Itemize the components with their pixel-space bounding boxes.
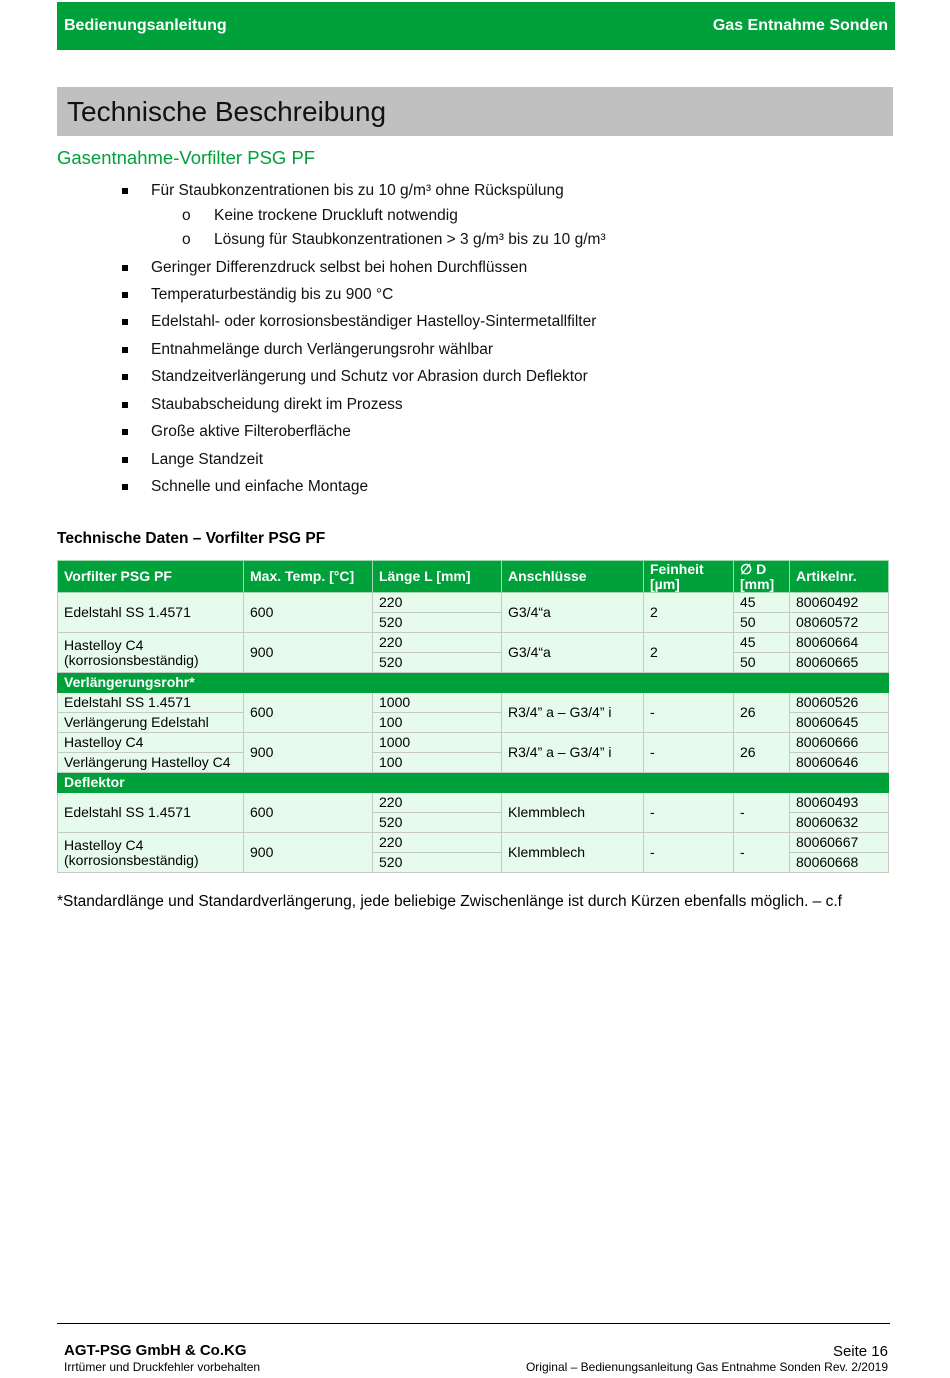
cell-fineness: - [644,793,734,833]
cell-temp: 600 [244,593,373,633]
col-header-article: Artikelnr. [790,561,889,593]
cell-article: 80060664 [790,633,889,653]
cell-diameter: 50 [734,653,790,673]
footer-page-number: Seite 16 [832,1343,888,1360]
header-left-title: Bedienungsanleitung [64,17,227,34]
cell-article: 80060668 [790,853,889,873]
cell-article: 80060646 [790,753,889,773]
footer-company: AGT-PSG GmbH & Co.KG [64,1342,247,1359]
bullet-icon [122,188,128,194]
cell-article: 80060492 [790,593,889,613]
footer-divider [57,1323,890,1324]
bullet-icon [122,374,128,380]
product-subtitle: Gasentnahme-Vorfilter PSG PF [57,147,316,168]
cell-temp: 600 [244,693,373,733]
cell-fineness: - [644,733,734,773]
cell-model: Verlängerung Edelstahl [58,713,244,733]
bullet-icon [122,402,128,408]
cell-length: 220 [373,833,502,853]
section-title: Technische Beschreibung [67,96,387,127]
cell-length: 100 [373,713,502,733]
group-label-deflector: Deflektor [58,773,889,793]
cell-article: 80060493 [790,793,889,813]
table-title: Technische Daten – Vorfilter PSG PF [57,530,326,547]
cell-article: 80060667 [790,833,889,853]
cell-model: Hastelloy C4 [58,733,244,753]
cell-length: 520 [373,813,502,833]
group-label-extension: Verlängerungsrohr* [58,673,889,693]
cell-article: 80060645 [790,713,889,733]
cell-diameter: 45 [734,633,790,653]
cell-connections: R3/4” a – G3/4” i [502,693,644,733]
cell-diameter: - [734,833,790,873]
table-row [58,593,889,613]
tech-data-table [57,560,889,873]
cell-article: 80060632 [790,813,889,833]
table-row [58,693,889,713]
col-header-fineness: Feinheit [µm] [644,561,734,593]
cell-length: 520 [373,653,502,673]
table-row [58,733,889,753]
cell-diameter: 50 [734,613,790,633]
cell-article: 80060526 [790,693,889,713]
bullet-icon [122,292,128,298]
col-header-diameter: ∅ D [mm] [734,561,790,593]
col-header-connections: Anschlüsse [502,561,644,593]
section-title-bar [57,87,893,136]
header-right-title: Gas Entnahme Sonden [712,17,888,34]
col-header-model: Vorfilter PSG PF [58,561,244,593]
cell-length: 100 [373,753,502,773]
cell-model: Hastelloy C4 (korrosionsbeständig) [58,833,244,873]
table-group-row [58,673,889,693]
bullet-icon [122,429,128,435]
cell-model: Verlängerung Hastelloy C4 [58,753,244,773]
cell-fineness: 2 [644,593,734,633]
cell-model: Edelstahl SS 1.4571 [58,593,244,633]
table-footnote: *Standardlänge und Standardverlängerung, jede beliebige Zwischenlänge ist durch Kürzen ebenfalls möglich. – c.f [57,893,842,910]
cell-diameter: 45 [734,593,790,613]
cell-fineness: 2 [644,633,734,673]
cell-length: 520 [373,853,502,873]
cell-diameter: 26 [734,733,790,773]
bullet-icon [122,347,128,353]
cell-connections: R3/4” a – G3/4” i [502,733,644,773]
col-header-length: Länge L [mm] [373,561,502,593]
cell-temp: 900 [244,833,373,873]
bullet-icon [122,484,128,490]
bullet-icon [122,319,128,325]
cell-article: 80060665 [790,653,889,673]
cell-length: 220 [373,793,502,813]
cell-model: Edelstahl SS 1.4571 [58,793,244,833]
cell-temp: 900 [244,733,373,773]
cell-article: 80060666 [790,733,889,753]
col-header-temp: Max. Temp. [°C] [244,561,373,593]
sub-bullet-icon: o [182,207,191,224]
cell-diameter: - [734,793,790,833]
cell-length: 1000 [373,693,502,713]
cell-model: Hastelloy C4 (korrosionsbeständig) [58,633,244,673]
cell-length: 520 [373,613,502,633]
sub-bullet-icon: o [182,231,191,248]
cell-model: Edelstahl SS 1.4571 [58,693,244,713]
cell-article: 08060572 [790,613,889,633]
footer-document-ref: Original – Bedienungsanleitung Gas Entnahme Sonden Rev. 2/2019 [525,1360,888,1374]
table-header-row [58,561,889,593]
cell-length: 220 [373,633,502,653]
cell-temp: 900 [244,633,373,673]
cell-fineness: - [644,693,734,733]
cell-connections: Klemmblech [502,833,644,873]
cell-connections: Klemmblech [502,793,644,833]
cell-temp: 600 [244,793,373,833]
cell-fineness: - [644,833,734,873]
footer-disclaimer: Irrtümer und Druckfehler vorbehalten [64,1360,261,1374]
cell-length: 220 [373,593,502,613]
cell-diameter: 26 [734,693,790,733]
bullet-icon [122,457,128,463]
table-row [58,833,889,853]
cell-connections: G3/4“a [502,593,644,633]
table-row [58,633,889,653]
cell-length: 1000 [373,733,502,753]
table-row [58,793,889,813]
table-group-row [58,773,889,793]
cell-connections: G3/4“a [502,633,644,673]
bullet-icon [122,265,128,271]
header-bar [57,2,895,50]
